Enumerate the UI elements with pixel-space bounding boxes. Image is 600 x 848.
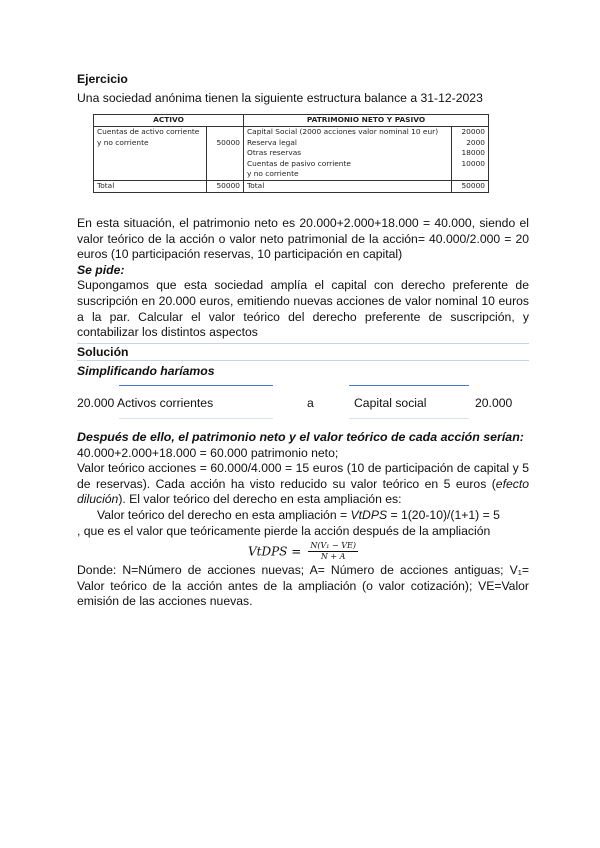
after-increase-section [77, 430, 529, 610]
journal-entry [77, 384, 529, 424]
separator [77, 343, 529, 344]
activo-label: Cuentas de activo corriente [94, 127, 207, 138]
despues-heading: Después de ello, el patrimonio neto y el valor teórico de cada acción serían: [77, 430, 524, 444]
balance-table [93, 114, 489, 193]
total-label: Total [94, 180, 207, 192]
solucion-label: Solución [77, 344, 129, 359]
exercise-title: Ejercicio [77, 72, 128, 86]
entry-debit: 20.000 Activos corrientes [77, 396, 214, 410]
activo-header: ACTIVO [94, 115, 244, 127]
se-pide-paragraph: Supongamos que esta sociedad amplía el capital con derecho preferente de suscripción en 20.000 euros, emitiendo nuevas acciones de valor nominal 10 euros a la par. Calcular el valor teórico del derecho preferente de suscripción, y contabilizar los distintos aspectos [77, 278, 529, 340]
simplificando-label: Simplificando haríamos [77, 364, 215, 379]
activo-value: 50000 [207, 138, 244, 149]
entry-a: a [307, 396, 314, 410]
intro-text: Una sociedad anónima tienen la siguiente estructura balance a 31-12-2023 [77, 91, 483, 105]
balance-row [94, 127, 489, 138]
vtdps-formula [77, 541, 529, 562]
total-pasivo: 50000 [452, 180, 489, 192]
separator [77, 360, 529, 361]
balance-row [94, 159, 489, 170]
total-label: Total [244, 180, 452, 192]
entry-rule [349, 418, 469, 419]
situacion-paragraph: En esta situación, el patrimonio neto es 20.000+2.000+18.000 = 40.000, siendo el valor teórico de la acción o valor neto patrimonial de la acción= 40.000/2.000 = 20 euros (10 participación reservas, 10 participación en capital) [77, 216, 529, 262]
balance-header-row [94, 115, 489, 127]
donde-paragraph: Donde: N=Número de acciones nuevas; A= Número de acciones antiguas; V₁= Valor teórico de la acción antes de la ampliación (o valor cotización); VE=Valor emisión de las acciones nuevas. [77, 563, 529, 609]
balance-row [94, 169, 489, 180]
pasivo-label: Otras reservas [244, 148, 452, 159]
formula-denominator: N + A [320, 552, 346, 562]
pasivo-label: Capital Social (2000 acciones valor nominal 10 eur) [244, 127, 452, 138]
efecto-dilucion: efecto dilución [77, 476, 529, 507]
vtdps-explanation: , que es el valor que teóricamente pierde la acción después de la ampliación [77, 523, 491, 538]
formula-fraction [308, 541, 358, 562]
se-pide-label: Se pide: [77, 262, 125, 277]
exercise-body [77, 216, 529, 380]
pasivo-header: PATRIMONIO NETO Y PASIVO [244, 115, 489, 127]
document-header [77, 72, 529, 107]
pasivo-value: 20000 [452, 127, 489, 138]
pasivo-value: 10000 [452, 159, 489, 170]
patrimonio-neto-line: 40.000+2.000+18.000 = 60.000 patrimonio neto; [77, 445, 339, 460]
formula-lhs: VtDPS = [247, 544, 302, 559]
balance-row [94, 148, 489, 159]
total-activo: 50000 [207, 180, 244, 192]
entry-rule [119, 385, 273, 386]
pasivo-value: 18000 [452, 148, 489, 159]
formula-numerator: N(V₁ − VE) [310, 541, 356, 551]
vtdps-line: Valor teórico del derecho en esta ampliación = VtDPS = 1(20-10)/(1+1) = 5 [97, 507, 500, 522]
entry-credit: Capital social [354, 396, 427, 410]
balance-total-row [94, 180, 489, 192]
entry-rule [119, 418, 273, 419]
pasivo-value: 2000 [452, 138, 489, 149]
pasivo-label: Cuentas de pasivo corriente [244, 159, 452, 170]
pasivo-label: Reserva legal [244, 138, 452, 149]
valor-teorico-paragraph: Valor teórico acciones = 60.000/4.000 = 15 euros (10 de participación de capital y 5 de reservas). Cada acción ha visto reducido su valor teórico en 5 euros (efecto dilución). El valor teórico del derecho en esta ampliación es: [77, 461, 529, 507]
entry-amount: 20.000 [475, 396, 513, 410]
pasivo-label: y no corriente [244, 169, 452, 180]
balance-row [94, 138, 489, 149]
entry-rule [349, 385, 469, 386]
activo-label: y no corriente [94, 138, 207, 149]
pasivo-value [452, 169, 489, 180]
